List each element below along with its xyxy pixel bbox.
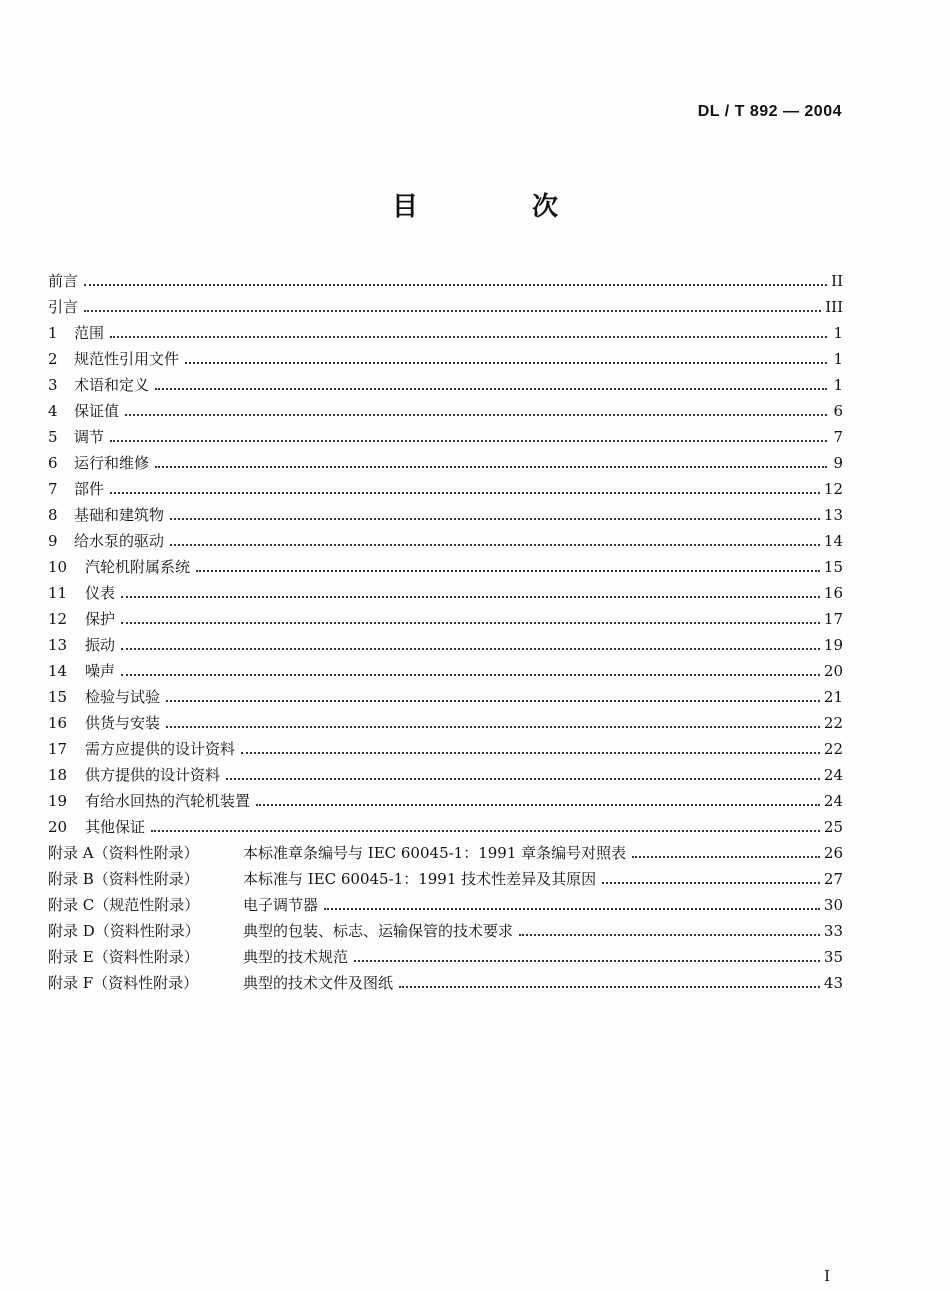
toc-page: 22: [823, 714, 843, 732]
toc-leader-dots: [166, 726, 820, 728]
toc-number: 5: [48, 428, 58, 446]
toc-leader-dots: [84, 284, 827, 286]
toc-label: 汽轮机附属系统: [85, 558, 191, 576]
toc-leader-dots: [84, 310, 821, 312]
toc-leader-dots: [110, 492, 820, 494]
toc-row-appendix-a[interactable]: [48, 840, 843, 866]
table-of-contents: [48, 268, 843, 996]
toc-row-6[interactable]: [48, 450, 843, 476]
toc-title: 目 次: [391, 192, 602, 222]
toc-label: 噪声: [85, 662, 116, 680]
toc-page: 26: [823, 844, 843, 862]
toc-label: 供货与安装: [85, 714, 161, 732]
toc-label: 规范性引用文件: [74, 350, 180, 368]
toc-row-appendix-c[interactable]: [48, 892, 843, 918]
toc-label: 给水泵的驱动: [74, 532, 165, 550]
toc-row-11[interactable]: [48, 580, 843, 606]
toc-number: 18: [48, 766, 68, 784]
toc-number: 3: [48, 376, 58, 394]
toc-leader-dots: [155, 388, 827, 390]
toc-page: 6: [833, 402, 843, 420]
toc-leader-dots: [151, 830, 820, 832]
toc-row-appendix-e[interactable]: [48, 944, 843, 970]
toc-label: 检验与试验: [85, 688, 161, 706]
toc-row-3[interactable]: [48, 372, 843, 398]
toc-number: 13: [48, 636, 68, 654]
toc-label: 其他保证: [85, 818, 146, 836]
toc-leader-dots: [632, 856, 820, 858]
toc-label: 术语和定义: [74, 376, 150, 394]
toc-row-appendix-b[interactable]: [48, 866, 843, 892]
toc-number: 2: [48, 350, 58, 368]
toc-row-17[interactable]: [48, 736, 843, 762]
toc-page: II: [831, 272, 843, 290]
toc-page: III: [825, 298, 843, 316]
toc-leader-dots: [110, 336, 827, 338]
toc-leader-dots: [125, 414, 827, 416]
appendix-name: 附录 B（资料性附录）: [48, 870, 199, 888]
toc-label: 引言: [48, 298, 79, 316]
toc-label: 保证值: [74, 402, 120, 420]
toc-leader-dots: [155, 466, 827, 468]
toc-page: 30: [823, 896, 843, 914]
appendix-name: 附录 E（资料性附录）: [48, 948, 199, 966]
toc-row-12[interactable]: [48, 606, 843, 632]
toc-row-18[interactable]: [48, 762, 843, 788]
toc-leader-dots: [121, 596, 820, 598]
toc-page: 20: [823, 662, 843, 680]
toc-label: 基础和建筑物: [74, 506, 165, 524]
toc-number: 17: [48, 740, 68, 758]
toc-leader-dots: [519, 934, 820, 936]
toc-number: 12: [48, 610, 68, 628]
page-number: I: [824, 1267, 830, 1285]
toc-number: 8: [48, 506, 58, 524]
toc-number: 10: [48, 558, 68, 576]
toc-label: 供方提供的设计资料: [85, 766, 221, 784]
toc-label: 电子调节器: [243, 896, 319, 914]
toc-page: 14: [823, 532, 843, 550]
toc-page: 7: [833, 428, 843, 446]
toc-row-appendix-f[interactable]: [48, 970, 843, 996]
toc-page: 21: [823, 688, 843, 706]
toc-page: 16: [823, 584, 843, 602]
toc-label: 典型的技术规范: [243, 948, 349, 966]
toc-page: 24: [823, 766, 843, 784]
appendix-name: 附录 A（资料性附录）: [48, 844, 199, 862]
toc-label: 仪表: [85, 584, 116, 602]
toc-page: 25: [823, 818, 843, 836]
toc-leader-dots: [121, 674, 820, 676]
toc-leader-dots: [399, 986, 820, 988]
toc-row-14[interactable]: [48, 658, 843, 684]
toc-row-10[interactable]: [48, 554, 843, 580]
toc-row-appendix-d[interactable]: [48, 918, 843, 944]
toc-number: 9: [48, 532, 58, 550]
toc-number: 4: [48, 402, 58, 420]
toc-page: 15: [823, 558, 843, 576]
appendix-name: 附录 F（资料性附录）: [48, 974, 199, 992]
toc-label: 调节: [74, 428, 105, 446]
toc-page: 13: [823, 506, 843, 524]
toc-label: 需方应提供的设计资料: [85, 740, 236, 758]
toc-leader-dots: [170, 544, 820, 546]
toc-row-13[interactable]: [48, 632, 843, 658]
toc-label: 典型的包装、标志、运输保管的技术要求: [243, 922, 514, 940]
toc-number: 7: [48, 480, 58, 498]
toc-row-1[interactable]: [48, 320, 843, 346]
toc-number: 15: [48, 688, 68, 706]
toc-number: 14: [48, 662, 68, 680]
toc-page: 24: [823, 792, 843, 810]
toc-leader-dots: [121, 648, 820, 650]
toc-leader-dots: [354, 960, 820, 962]
toc-page: 35: [823, 948, 843, 966]
toc-page: 22: [823, 740, 843, 758]
toc-number: 6: [48, 454, 58, 472]
toc-number: 19: [48, 792, 68, 810]
toc-page: 27: [823, 870, 843, 888]
toc-leader-dots: [602, 882, 820, 884]
toc-number: 1: [48, 324, 58, 342]
toc-row-4[interactable]: [48, 398, 843, 424]
toc-label: 运行和维修: [74, 454, 150, 472]
toc-number: 11: [48, 584, 68, 602]
toc-leader-dots: [121, 622, 820, 624]
toc-leader-dots: [324, 908, 820, 910]
toc-row-19[interactable]: [48, 788, 843, 814]
toc-label: 本标准与 IEC 60045-1：1991 技术性差异及其原因: [243, 870, 597, 888]
toc-page: 33: [823, 922, 843, 940]
toc-leader-dots: [196, 570, 820, 572]
toc-leader-dots: [170, 518, 820, 520]
toc-row-8[interactable]: [48, 502, 843, 528]
toc-label: 部件: [74, 480, 105, 498]
toc-row-15[interactable]: [48, 684, 843, 710]
toc-page: 12: [823, 480, 843, 498]
toc-label: 保护: [85, 610, 116, 628]
toc-row-7[interactable]: [48, 476, 843, 502]
toc-label: 本标准章条编号与 IEC 60045-1：1991 章条编号对照表: [243, 844, 627, 862]
toc-row-2[interactable]: [48, 346, 843, 372]
toc-page: 17: [823, 610, 843, 628]
toc-label: 范围: [74, 324, 105, 342]
appendix-name: 附录 D（资料性附录）: [48, 922, 200, 940]
toc-leader-dots: [166, 700, 820, 702]
toc-leader-dots: [110, 440, 827, 442]
standard-code: DL / T 892 — 2004: [697, 103, 842, 120]
toc-leader-dots: [185, 362, 827, 364]
appendix-name: 附录 C（规范性附录）: [48, 896, 200, 914]
toc-leader-dots: [226, 778, 820, 780]
toc-page: 1: [833, 376, 843, 394]
toc-page: 9: [833, 454, 843, 472]
toc-page: 19: [823, 636, 843, 654]
toc-page: 1: [833, 350, 843, 368]
toc-label: 典型的技术文件及图纸: [243, 974, 394, 992]
toc-row-preface[interactable]: [48, 268, 843, 294]
toc-row-20[interactable]: [48, 814, 843, 840]
toc-row-16[interactable]: [48, 710, 843, 736]
toc-number: 16: [48, 714, 68, 732]
toc-number: 20: [48, 818, 68, 836]
toc-row-5[interactable]: [48, 424, 843, 450]
toc-label: 有给水回热的汽轮机装置: [85, 792, 251, 810]
toc-label: 振动: [85, 636, 116, 654]
toc-leader-dots: [241, 752, 820, 754]
toc-row-9[interactable]: [48, 528, 843, 554]
toc-row-introduction[interactable]: [48, 294, 843, 320]
toc-leader-dots: [256, 804, 820, 806]
toc-page: 1: [833, 324, 843, 342]
toc-page: 43: [823, 974, 843, 992]
toc-label: 前言: [48, 272, 79, 290]
